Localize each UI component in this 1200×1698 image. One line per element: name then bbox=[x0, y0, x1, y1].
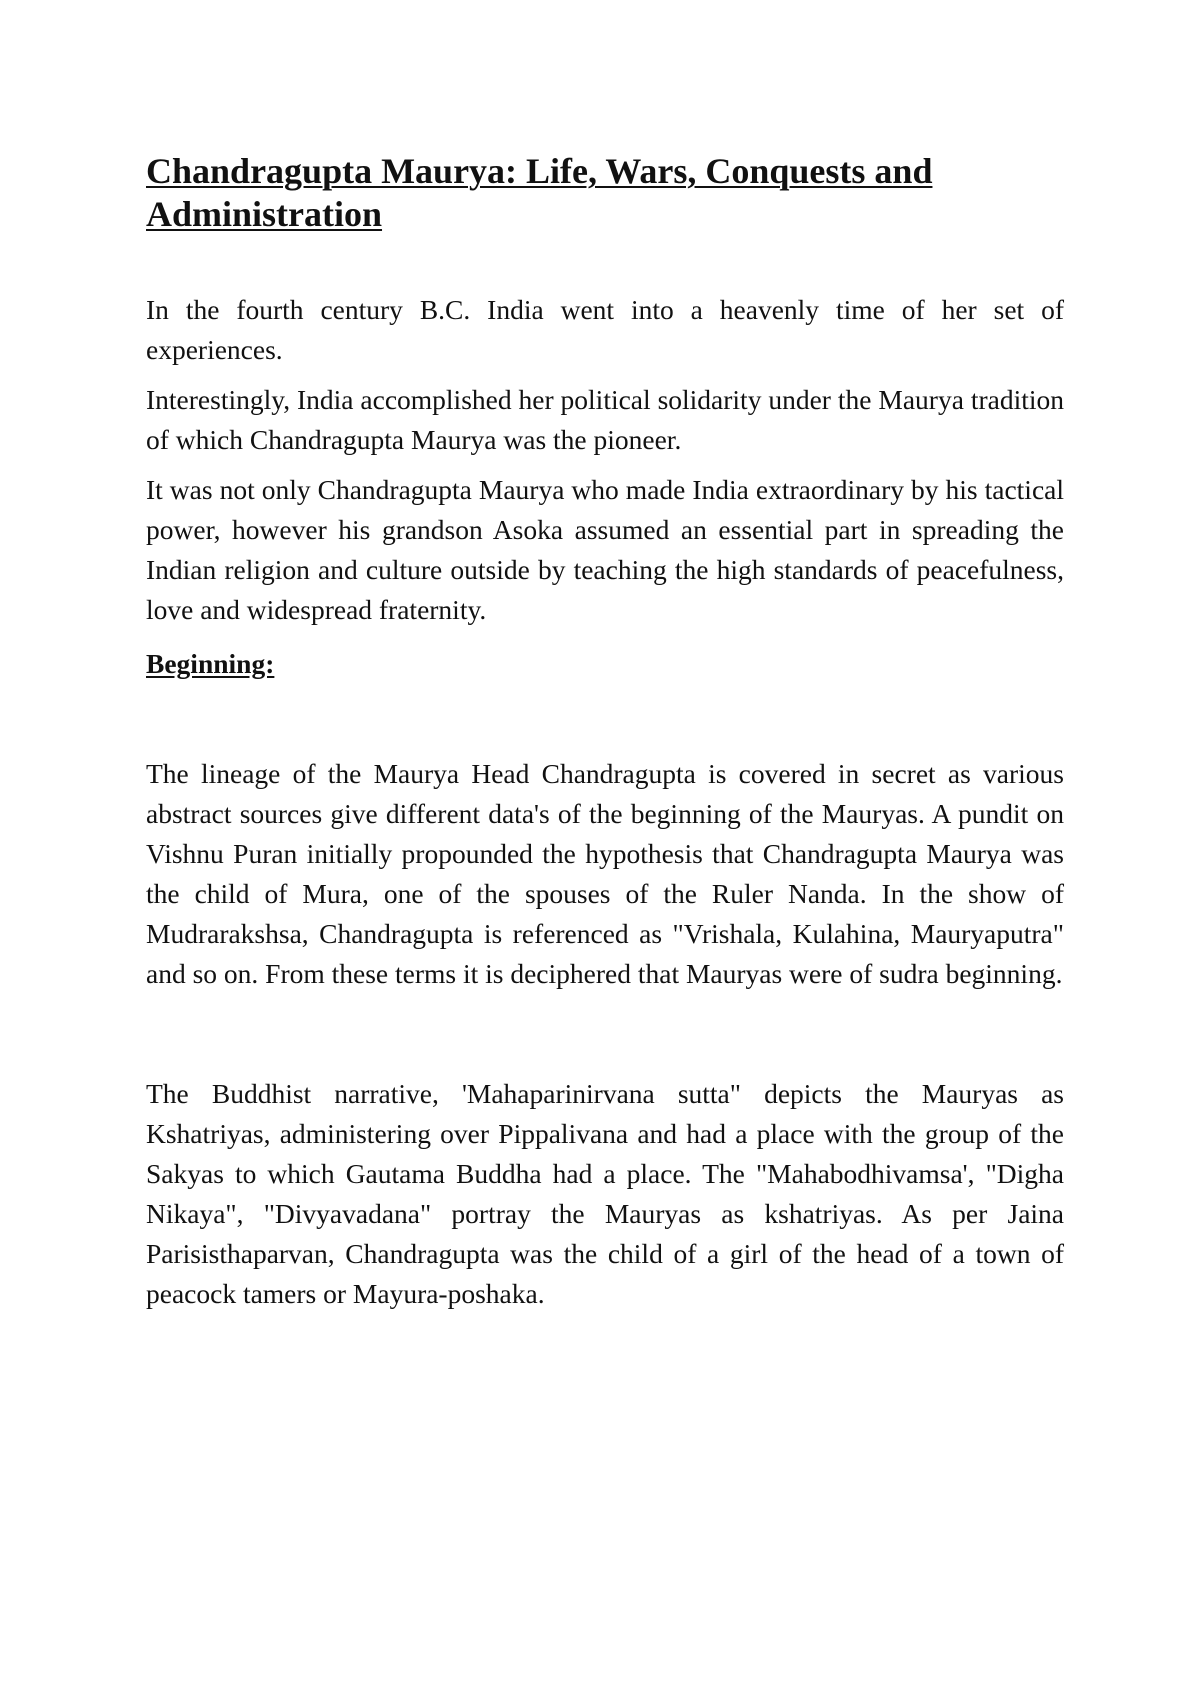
document-title: Chandragupta Maurya: Life, Wars, Conquests and Administration bbox=[146, 151, 933, 234]
section-heading-beginning: Beginning: bbox=[146, 648, 275, 679]
intro-paragraph-2: Interestingly, India accomplished her political solidarity under the Maurya tradition of which Chandragupta Maurya was the pioneer. bbox=[146, 384, 1064, 455]
section-paragraph-2: The Buddhist narrative, 'Mahaparinirvana sutta" depicts the Mauryas as Kshatriyas, administering over Pippalivana and had a place with the group of the Sakyas to which Gautama Buddha had a place. The "Mahabodhivamsa', "Digha Nikaya", "Divyavadana" portray the Mauryas as kshatriyas. As per Jaina Parisisthaparvan, Chandragupta was the child of a girl of the head of a town of peacock tamers or Mayura-poshaka. bbox=[146, 1078, 1064, 1309]
intro-paragraph-1: In the fourth century B.C. India went into a heavenly time of her set of experiences. bbox=[146, 294, 1064, 365]
intro-paragraph-3: It was not only Chandragupta Maurya who made India extraordinary by his tactical power, however his grandson Asoka assumed an essential part in spreading the Indian religion and culture outside by teaching the high standards of peacefulness, love and widespread fraternity. bbox=[146, 474, 1064, 625]
section-paragraph-1: The lineage of the Maurya Head Chandragupta is covered in secret as various abstract sources give different data's of the beginning of the Mauryas. A pundit on Vishnu Puran initially propounded the hypothesis that Chandragupta Maurya was the child of Mura, one of the spouses of the Ruler Nanda. In the show of Mudrarakshsa, Chandragupta is referenced as "Vrishala, Kulahina, Mauryaputra" and so on. From these terms it is deciphered that Mauryas were of sudra beginning. bbox=[146, 758, 1064, 989]
document-body bbox=[146, 150, 1064, 1314]
